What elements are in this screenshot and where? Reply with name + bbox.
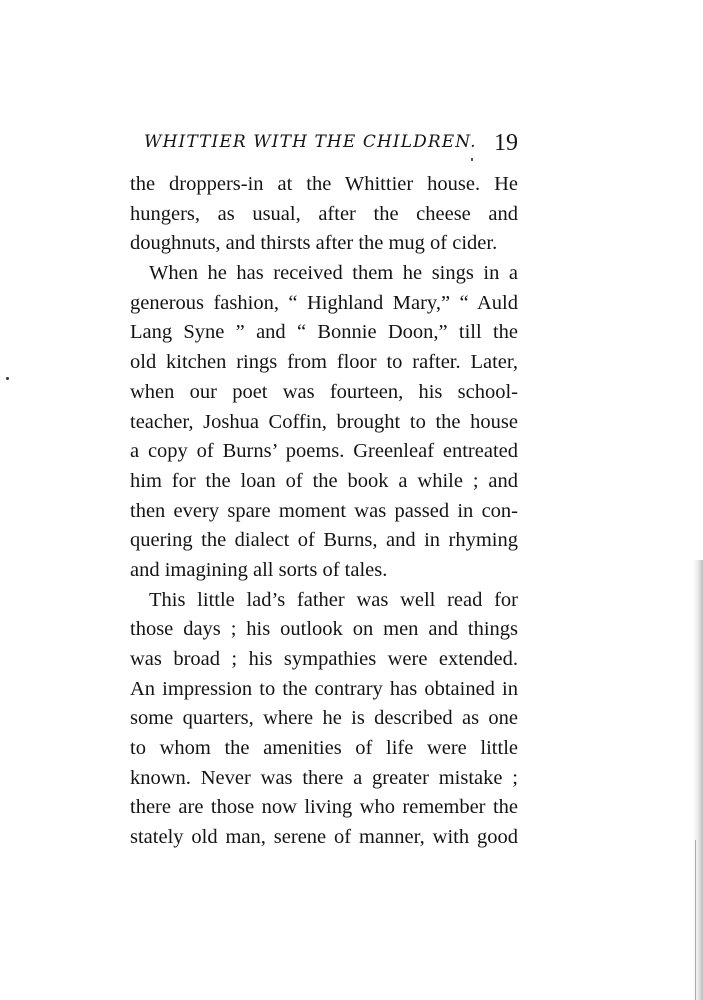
text-line: teacher, Joshua Coffin, brought to the house (130, 410, 518, 433)
text-line: old kitchen rings from floor to rafter. Later, (130, 351, 518, 374)
text-line: a copy of Burns’ poems. Greenleaf entreated (130, 440, 518, 463)
print-speck (471, 158, 473, 161)
text-line: then every spare moment was passed in con- (130, 499, 518, 522)
text-line: was broad ; his sympathies were extended. (130, 648, 518, 670)
page-header (128, 130, 518, 160)
page-number: 19 (494, 130, 518, 156)
text-line: quering the dialect of Burns, and in rhyming (130, 529, 518, 552)
text-line: there are those now living who remember the (130, 796, 518, 819)
running-title: WHITTIER WITH THE CHILDREN. (144, 132, 477, 152)
text-line: This little lad’s father was well read for (149, 588, 518, 611)
body-text (130, 170, 518, 853)
text-line: Lang Syne ” and “ Bonnie Doon,” till the (130, 321, 518, 344)
text-line: hungers, as usual, after the cheese and (130, 202, 518, 225)
text-line: stately old man, serene of manner, with good (130, 826, 518, 849)
text-line: some quarters, where he is described as one (130, 707, 518, 730)
text-line: him for the loan of the book a while ; and (130, 469, 518, 492)
text-line: generous fashion, “ Highland Mary,” “ Auld (130, 291, 518, 314)
text-line: known. Never was there a greater mistake ; (130, 766, 518, 789)
text-line: those days ; his outlook on men and things (130, 618, 518, 641)
text-line: When he has received them he sings in a (149, 262, 518, 285)
text-line: to whom the amenities of life were little (130, 737, 518, 760)
text-line: and imagining all sorts of tales. (130, 558, 388, 581)
margin-mark (6, 377, 9, 380)
text-line: the droppers-in at the Whittier house. He (130, 173, 518, 195)
text-line: An impression to the contrary has obtained in (130, 677, 518, 700)
text-line: when our poet was fourteen, his school- (130, 380, 518, 403)
text-line: doughnuts, and thirsts after the mug of cider. (130, 232, 498, 255)
page-edge-line (695, 840, 696, 1000)
